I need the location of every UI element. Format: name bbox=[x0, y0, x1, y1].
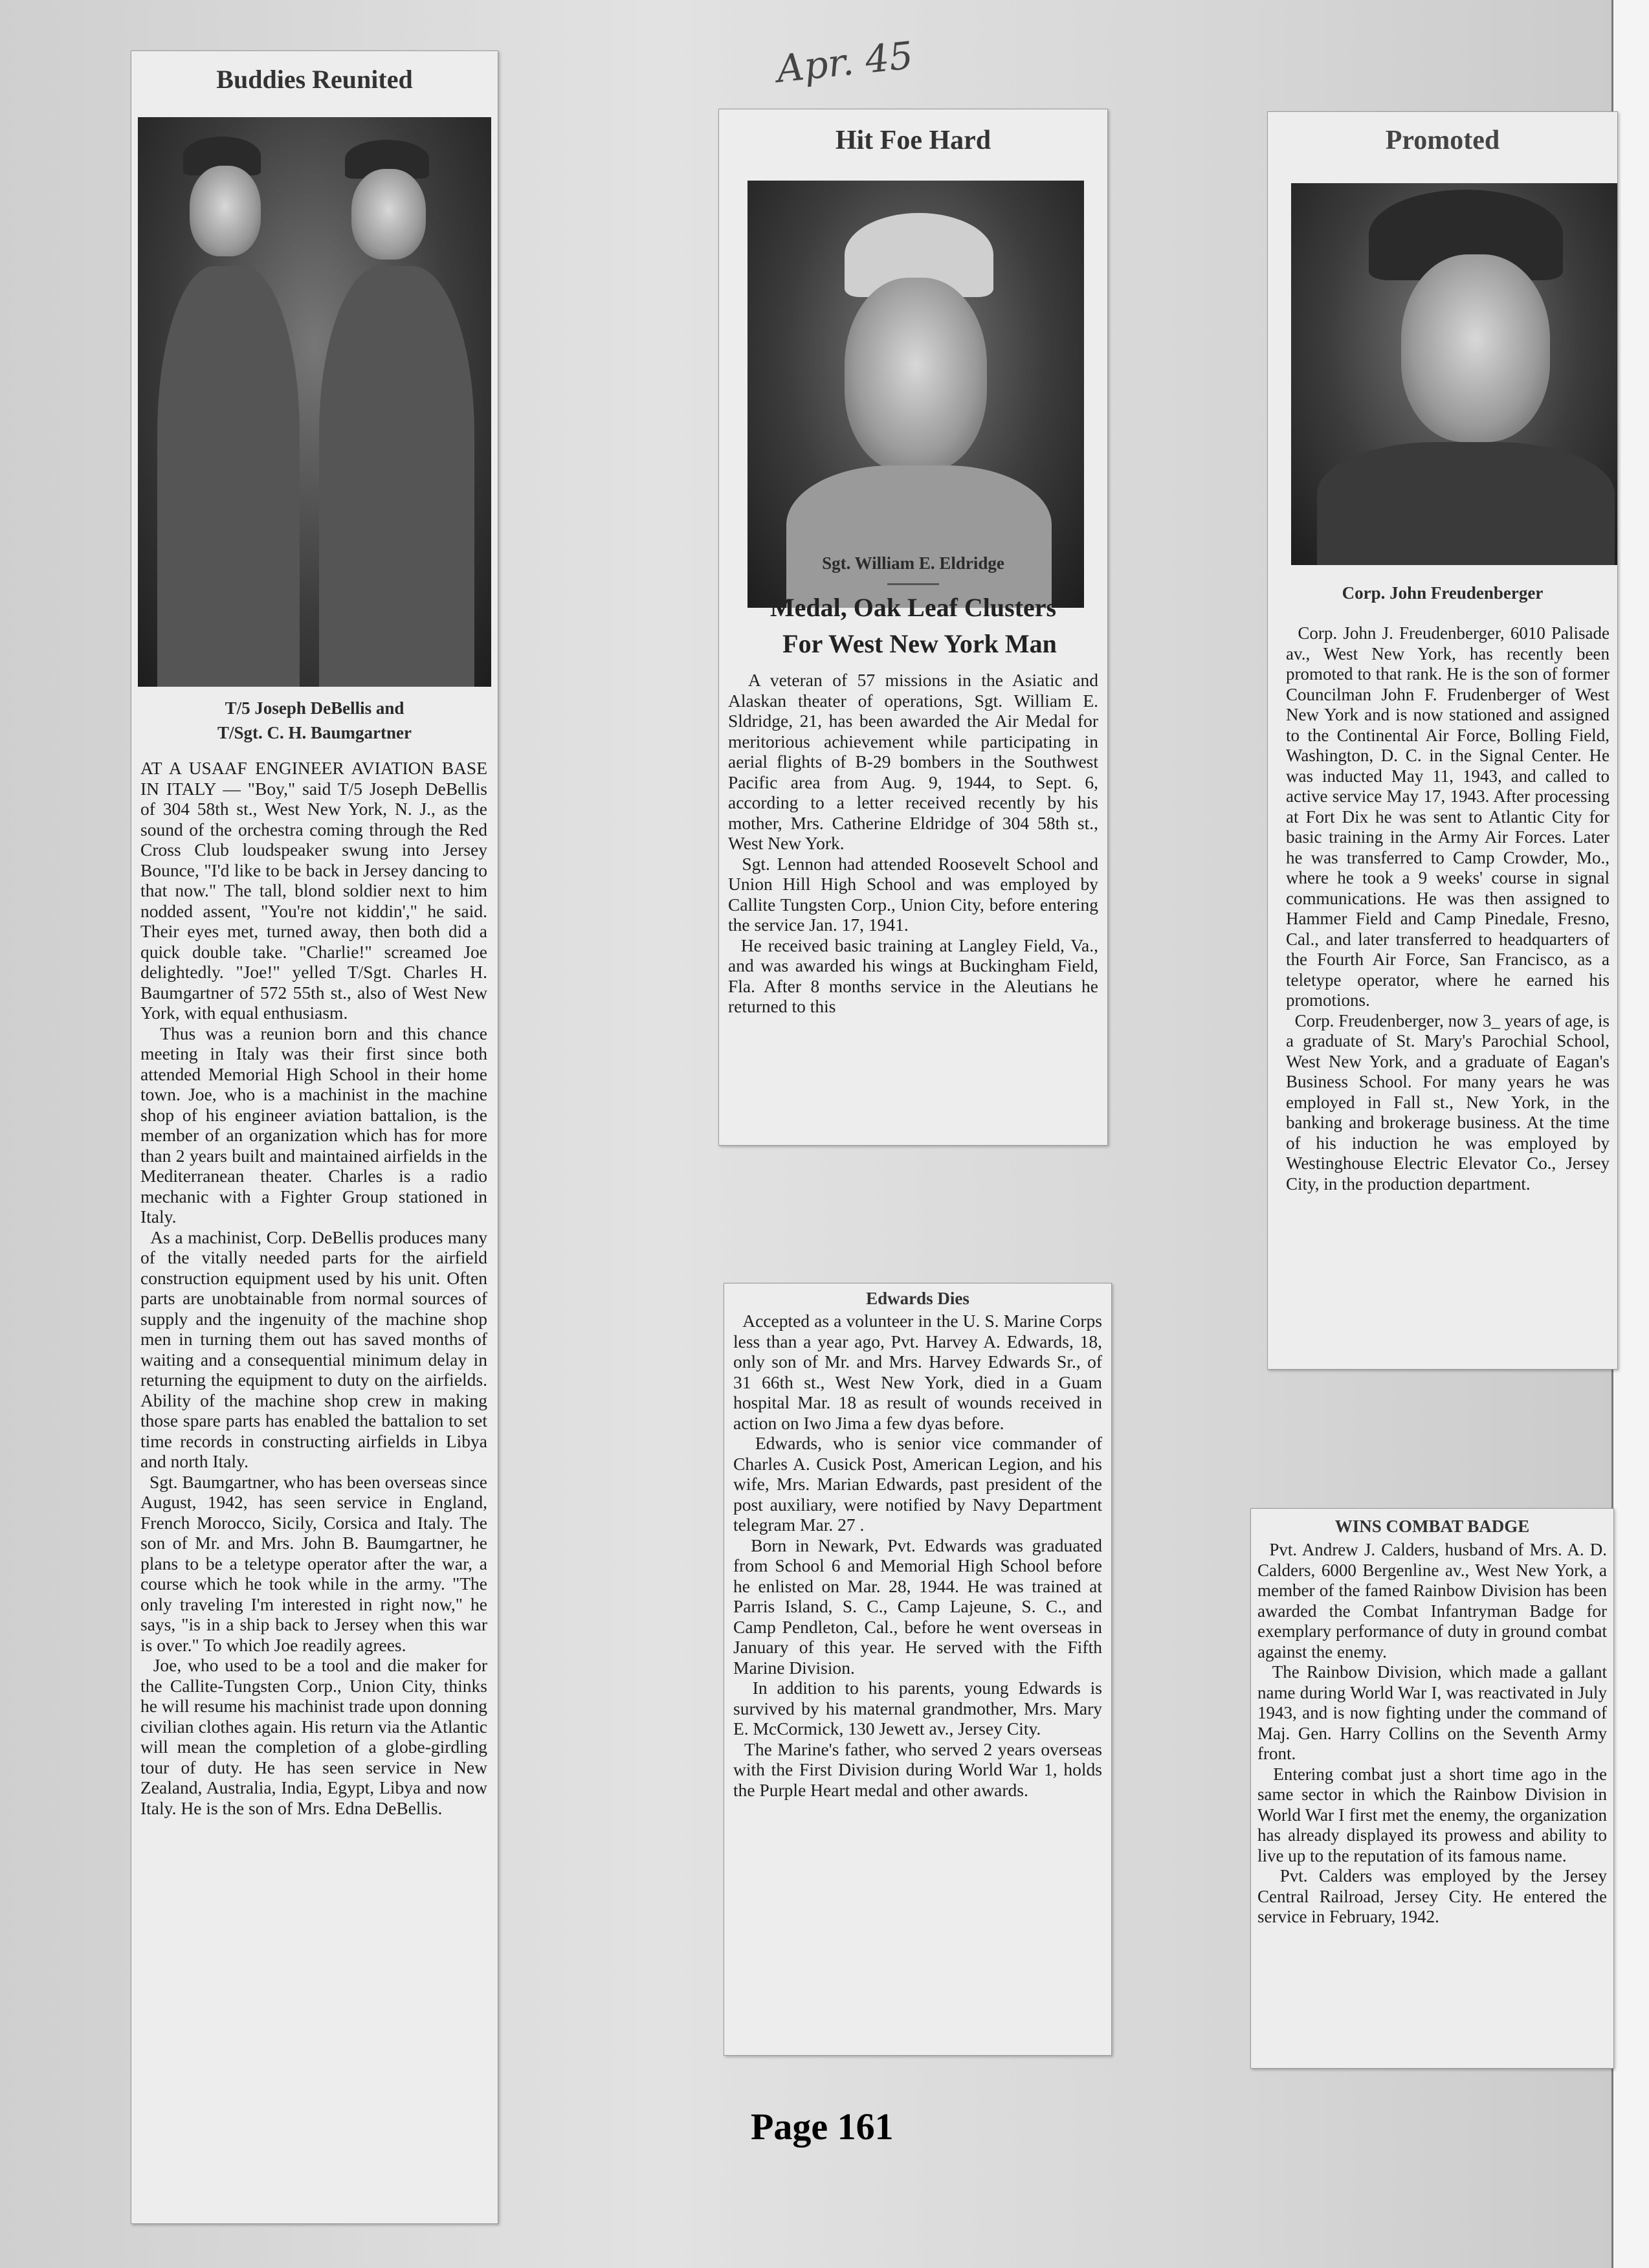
buddies-caption-line1: T/5 Joseph DeBellis and bbox=[225, 698, 404, 718]
edwards-dies-clipping bbox=[724, 1283, 1112, 2056]
promoted-headline: Promoted bbox=[1385, 126, 1500, 155]
eldridge-subhead-line2: For West New York Man bbox=[782, 629, 1057, 658]
hit-foe-headline: Hit Foe Hard bbox=[835, 126, 991, 155]
combat-badge-article-body: Pvt. Andrew J. Calders, husband of Mrs. A. D. Calders, 6000 Bergenline av., West New York, a member of the famed Rainbow Division has been awarded the Combat Infantryman Badge for exemplary performance of duty in ground combat against the enemy. The Rainbow Division, which made a gallant name during World War I, was reactivated in July 1943, and is now fighting under the command of Maj. Gen. Harry Collins on the Seventh Army front. Entering combat just a short time ago in the same sector in which the Rainbow Division in World War I first met the enemy, the organization has already displayed its prowess and ability to live up to the reputation of its famous name. Pvt. Calders was employed by the Jersey Central Railroad, Jersey City. He entered the service in February, 1942. bbox=[1257, 1540, 1608, 1926]
hit-foe-hard-clipping bbox=[718, 109, 1108, 1146]
wins-combat-badge-clipping bbox=[1250, 1508, 1614, 2069]
combat-badge-headline: WINS COMBAT BADGE bbox=[1334, 1517, 1530, 1536]
eldridge-photo bbox=[747, 181, 1084, 608]
buddies-headline: Buddies Reunited bbox=[216, 65, 413, 94]
eldridge-caption: Sgt. William E. Eldridge bbox=[822, 553, 1004, 573]
caption-rule bbox=[887, 583, 939, 585]
eldridge-subhead-line1: Medal, Oak Leaf Clusters bbox=[769, 593, 1057, 622]
edwards-article-body: Accepted as a volunteer in the U. S. Marine Corps less than a year ago, Pvt. Harvey A. Edwards, 18, only son of Mr. and Mrs. Harvey Edwards Sr., of 31 66th st., West New York, died in a Guam hospital Mar. 18 as result of wounds received in action on Iwo Jima a few dyas before. Edwards, who is senior vice commander of Charles A. Cusick Post, American Legion, and his wife, Mrs. Marian Edwards, past president of the post auxiliary, were notified by Navy Department telegram Mar. 27 . Born in Newark, Pvt. Edwards was graduated from School 6 and Memorial High School before he enlisted on Mar. 28, 1944. He was trained at Parris Island, S. C., Camp Lajeune, S. C., and Camp Pendleton, Cal., before he went overseas in January of this year. He served with the Fifth Marine Division. In addition to his parents, young Edwards is survived by his maternal grandmother, Mrs. Mary E. McCormick, 130 Jewett av., Jersey City. The Marine's father, who served 2 years overseas with the First Division during World War 1, holds the Purple Heart medal and other awards. bbox=[733, 1311, 1102, 1800]
handwritten-date-note: Apr. 45 bbox=[775, 33, 916, 91]
buddies-photo bbox=[138, 117, 491, 687]
page-number: Page 161 bbox=[751, 2106, 894, 2148]
eldridge-article-body: A veteran of 57 missions in the Asiatic and Alaskan theater of operations, Sgt. William E. Sldridge, 21, has been awarded the Air Medal for meritorious achievement while participating in aerial flights of B-29 bombers in the Southwest Pacific area from Aug. 9, 1944, to Sept. 6, according to a letter received recently by his mother, Mrs. Catherine Eldridge of 304 58th st., West New York. Sgt. Lennon had attended Roosevelt School and Union Hill High School and was employed by Callite Tungsten Corp., Union City, before entering the service Jan. 17, 1941. He received basic training at Langley Field, Va., and was awarded his wings at Buckingham Field, Fla. After 8 months service in the Aleutians he returned to this bbox=[728, 670, 1098, 1016]
buddies-article-body: AT A USAAF ENGINEER AVIATION BASE IN ITALY — "Boy," said T/5 Joseph DeBellis of 304 58th st., West New York, N. J., as the sound of the orchestra coming through the Red Cross Club loudspeaker swung into Jersey Bounce, "I'd like to be back in Jersey dancing to that now." The tall, blond soldier next to him nodded assent, "You're not kiddin'," he said. Their eyes met, turned away, then both did a quick double take. "Charlie!" screamed Joe delightedly. "Joe!" yelled T/Sgt. Charles H. Baumgartner of 572 55th st., also of West New York, with equal enthusiasm. Thus was a reunion born and this chance meeting in Italy was their first since both attended Memorial High School in their home town. Joe, who is a machinist in the machine shop of his engineer aviation battalion, is the member of an organization which has for more than 2 years built and maintained airfields in the Mediterranean theater. Charles is a radio mechanic with a Fighter Group stationed in Italy. As a machinist, Corp. DeBellis produces many of the vitally needed parts for the airfield construction equipment used by his unit. Often parts are unobtainable from normal sources of supply and the ingenuity of the machine shop men in turning them out has saved months of waiting and a consequential minimum delay in returning the equipment to duty on the airfields. Ability of the machine shop crew in making those spare parts has enabled the battalion to set time records in constructing airfields in Libya and north Italy. Sgt. Baumgartner, who has been overseas since August, 1942, has seen service in England, French Morocco, Sicily, Corsica and Italy. The son of Mr. and Mrs. John B. Baumgartner, he plans to be a teletype operator after the war, a course which he took while in the army. "The only traveling I'm interested in right now," he says, "is in a ship back to Jersey when this war is over." To which Joe readily agrees. Joe, who used to be a tool and die maker for the Callite-Tungsten Corp., Union City, thinks he will resume his machinist trade upon donning civilian clothes again. His return via the Atlantic will mean the completion of a globe-girdling tour of duty. He has seen service in New Zealand, Australia, India, Egypt, Libya and now Italy. He is the son of Mrs. Edna DeBellis. bbox=[140, 758, 488, 1818]
buddies-reunited-clipping bbox=[131, 50, 498, 2224]
freudenberger-caption: Corp. John Freudenberger bbox=[1342, 583, 1544, 603]
freudenberger-article-body: Corp. John J. Freudenberger, 6010 Palisade av., West New York, has recently been promoted to that rank. He is the son of former Councilman John F. Frudenberger of West New York and is now stationed and assigned to the Continental Air Force, Bolling Field, Washington, D. C. in the Signal Center. He was inducted May 11, 1943, and called to active service May 17, 1943. After processing at Fort Dix he was sent to Atlantic City for basic training in the Army Air Forces. Later he was transferred to Camp Crowder, Mo., where he took a 9 weeks' course in signal communications. He was then assigned to Hammer Field and Camp Pinedale, Fresno, Cal., and later transferred to headquarters of the Fourth Air Force, San Francisco, as a teletype operator, where he earned his promotions. Corp. Freudenberger, now 3_ years of age, is a graduate of St. Mary's Parochial School, West New York, and a graduate of Eagan's Business School. For many years he was employed in Fall st., New York, in the banking and brokerage business. At the time of his induction he was employed by Westinghouse Electric Elevator Co., Jersey City, in the production department. bbox=[1286, 623, 1610, 1194]
buddies-caption-line2: T/Sgt. C. H. Baumgartner bbox=[217, 723, 412, 742]
edwards-headline: Edwards Dies bbox=[866, 1289, 969, 1308]
freudenberger-photo bbox=[1291, 183, 1617, 565]
promoted-clipping bbox=[1267, 111, 1618, 1370]
